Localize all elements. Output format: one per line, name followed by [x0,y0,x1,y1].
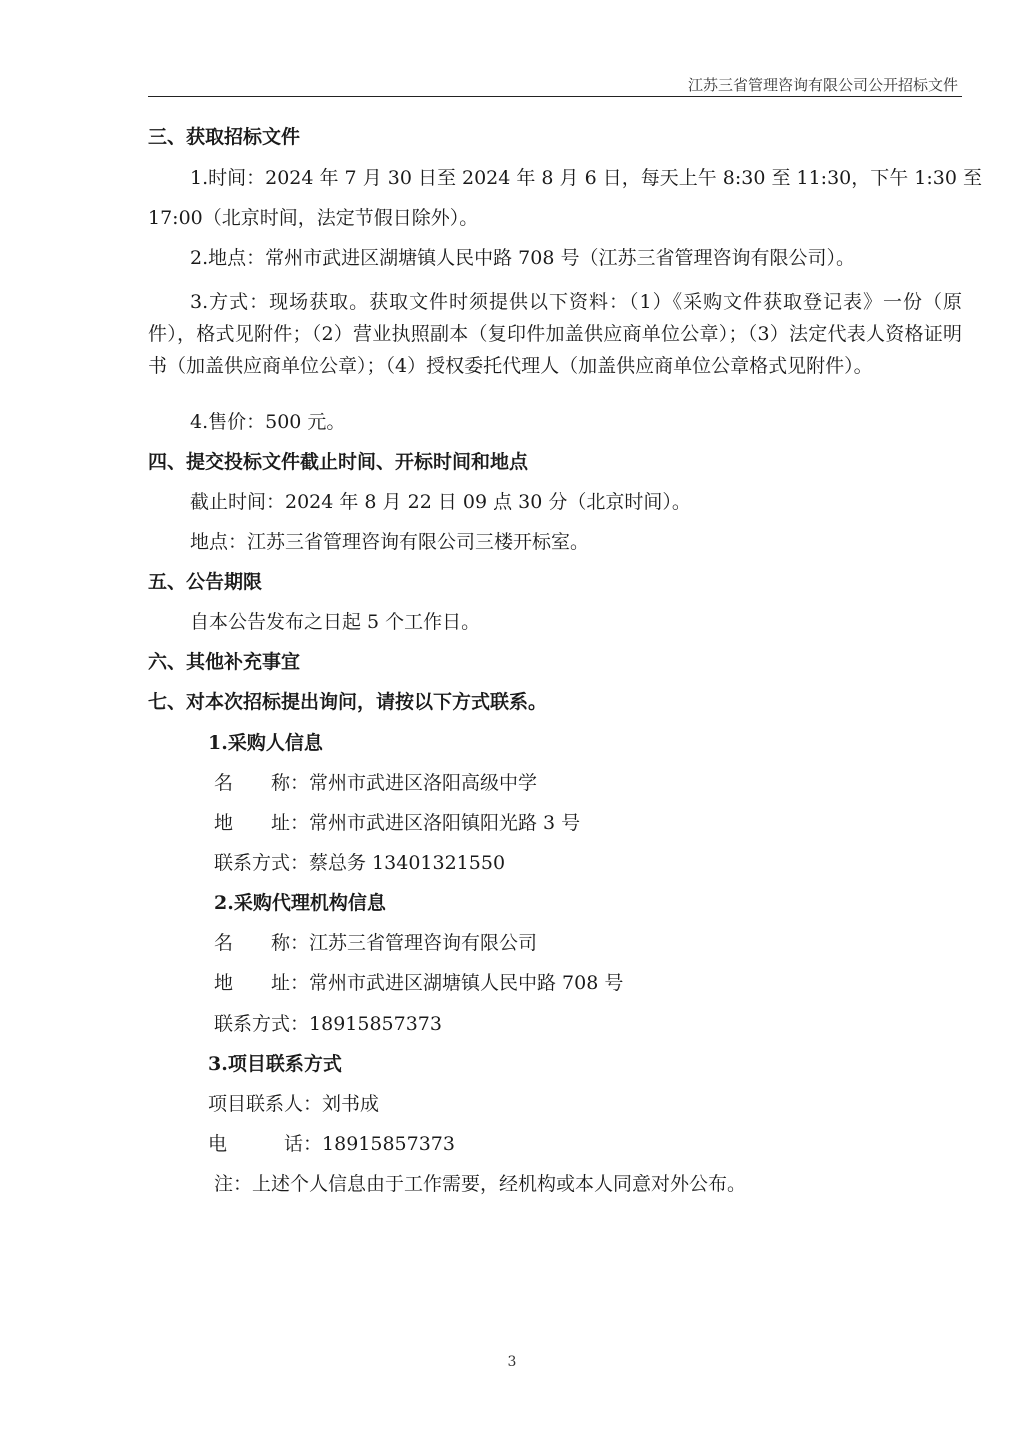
agency-contact-row [214,1012,442,1036]
section4-title: 四、提交投标文件截止时间、开标时间和地点 [148,451,529,473]
purchaser-name-row [214,771,537,795]
agency-address-row [214,971,623,995]
agency-heading: 2.采购代理机构信息 [214,892,386,914]
section4-deadline: 截止时间：2024 年 8 月 22 日 09 点 30 分（北京时间）。 [190,491,691,513]
section3-method: 3.方式：现场获取。获取文件时须提供以下资料：（1）《采购文件获取登记表》一份（原件），格式见附件；（2）营业执照副本（复印件加盖供应商单位公章）；（3）法定代表人资格证明书（加盖供应商单位公章）；（4）授权委托代理人（加盖供应商单位公章格式见附件）。 [148,291,962,377]
agency-address-label: 地 址： [214,972,310,994]
section5-body: 自本公告发布之日起 5 个工作日。 [190,611,481,633]
section3-place: 2.地点：常州市武进区湖塘镇人民中路 708 号（江苏三省管理咨询有限公司）。 [190,247,855,269]
purchaser-contact-row [214,851,505,875]
project-person-row [208,1092,379,1116]
purchaser-address-row [214,811,580,835]
section4-location: 地点：江苏三省管理咨询有限公司三楼开标室。 [190,531,590,553]
purchaser-name-label: 名 称： [214,772,310,794]
purchaser-contact-label: 联系方式： [214,852,310,874]
agency-contact: 18915857373 [309,1013,442,1035]
purchaser-address-label: 地 址： [214,812,310,834]
agency-contact-label: 联系方式： [214,1013,310,1035]
section3-time-line2: 17:00（北京时间，法定节假日除外）。 [148,207,479,229]
project-heading: 3.项目联系方式 [208,1053,342,1075]
project-phone-label: 电 话： [208,1133,323,1155]
header-title: 江苏三省管理咨询有限公司公开招标文件 [687,76,958,94]
project-phone: 18915857373 [322,1133,455,1155]
purchaser-heading: 1.采购人信息 [208,732,323,754]
section3-price: 4.售价：500 元。 [190,411,346,433]
agency-name: 江苏三省管理咨询有限公司 [309,932,538,954]
purchaser-contact: 蔡总务 13401321550 [309,852,506,874]
section3-title: 三、获取招标文件 [148,126,301,148]
agency-address: 常州市武进区湖塘镇人民中路 708 号 [309,972,624,994]
project-person-label: 项目联系人： [208,1093,323,1115]
section7-title: 七、对本次招标提出询问，请按以下方式联系。 [148,691,548,713]
agency-name-label: 名 称： [214,932,310,954]
section3-time-line1: 1.时间：2024 年 7 月 30 日至 2024 年 8 月 6 日，每天上午 8:30 至 11:30，下午 1:30 至 [190,167,982,189]
section5-title: 五、公告期限 [148,571,263,593]
privacy-note: 注：上述个人信息由于工作需要，经机构或本人同意对外公布。 [214,1173,747,1195]
agency-name-row [214,931,537,955]
purchaser-address: 常州市武进区洛阳镇阳光路 3 号 [309,812,581,834]
page-number: 3 [507,1354,517,1370]
purchaser-name: 常州市武进区洛阳高级中学 [309,772,538,794]
project-person: 刘书成 [322,1093,380,1115]
section6-title: 六、其他补充事宜 [148,651,301,673]
project-phone-row [208,1132,455,1156]
header-divider [148,96,962,97]
